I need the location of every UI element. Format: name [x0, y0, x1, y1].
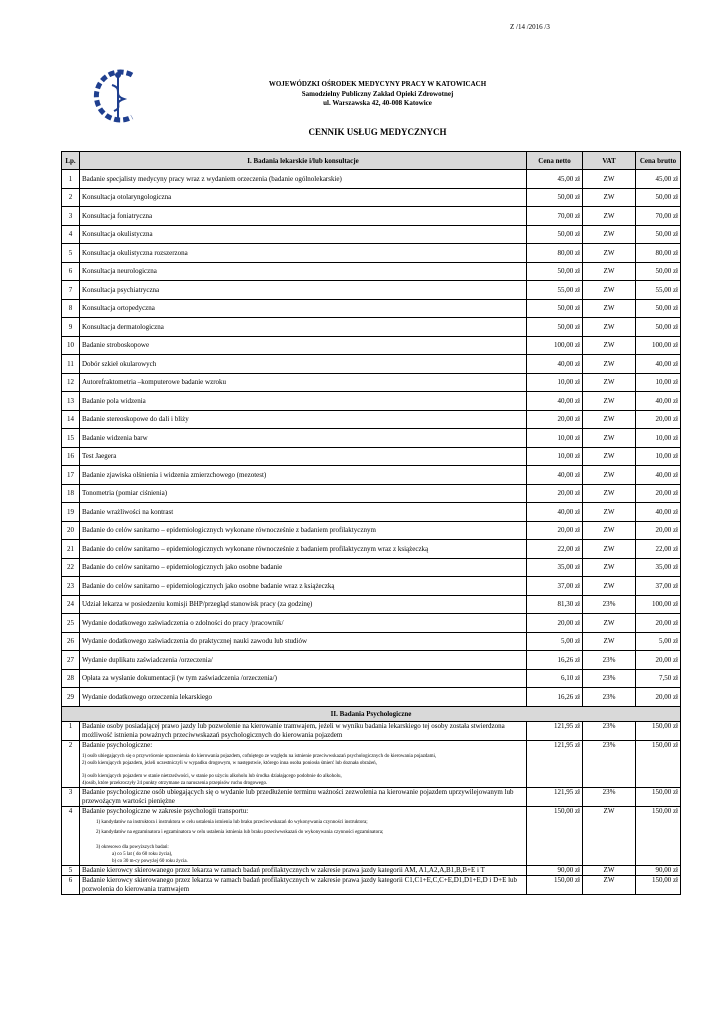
row-brutto: 10,00 zł — [636, 447, 681, 466]
table-row — [62, 429, 681, 448]
section-2-rows — [62, 706, 681, 894]
row-brutto: 20,00 zł — [636, 484, 681, 503]
row-lp: 20 — [62, 521, 80, 540]
row-vat: ZW — [583, 207, 636, 226]
row-vat: ZW — [583, 577, 636, 596]
row-brutto: 20,00 zł — [636, 614, 681, 633]
table-row — [62, 806, 681, 865]
row-brutto: 37,00 zł — [636, 577, 681, 596]
row-brutto: 10,00 zł — [636, 429, 681, 448]
table-row — [62, 373, 681, 392]
row-brutto: 50,00 zł — [636, 299, 681, 318]
table-row — [62, 466, 681, 485]
row-vat: 23% — [583, 740, 636, 787]
table-row — [62, 669, 681, 688]
row-item: 3) osób kierujących pojazdem w stanie nietrzeźwości, w stanie po użyciu alkoholu lub środka działającego podobnie do alkoholu, — [82, 773, 342, 779]
row-brutto: 20,00 zł — [636, 410, 681, 429]
row-netto: 81,30 zł — [527, 595, 583, 614]
table-row — [62, 262, 681, 281]
row-vat: ZW — [583, 262, 636, 281]
row-vat: ZW — [583, 410, 636, 429]
row-brutto: 150,00 zł — [636, 787, 681, 806]
row-vat: ZW — [583, 558, 636, 577]
row-name: Badanie kierowcy skierowanego przez lekarza w ramach badań profilaktycznych w zakresie prawa jazdy kategorii C1,C1+E,C,C+E,D1,D1+E,D i D+E lub pozwolenia do kierowania tramwajem — [80, 875, 527, 894]
header-line-3: ul. Warszawska 42, 40-008 Katowice — [323, 99, 432, 107]
row-lp: 19 — [62, 503, 80, 522]
row-lp: 6 — [62, 262, 80, 281]
row-name: Badanie osoby posiadającej prawo jazdy lub pozwolenie na kierowanie tramwajem, jeżeli w wyniku badania lekarskiego tej osoby została stwierdzona możliwość istnienia poważnych przeciwwskazań psychologicznych do kierowania pojazdem — [80, 721, 527, 740]
row-brutto: 50,00 zł — [636, 225, 681, 244]
row-brutto: 150,00 zł — [636, 875, 681, 894]
row-netto: 70,00 zł — [527, 207, 583, 226]
row-subitem: b) co 30 m-cy powyżej 60 roku życia. — [112, 858, 188, 864]
row-lp: 28 — [62, 669, 80, 688]
row-vat: ZW — [583, 484, 636, 503]
table-row — [62, 318, 681, 337]
row-brutto: 80,00 zł — [636, 244, 681, 263]
row-name: Badanie do celów sanitarno – epidemiologicznych jako osobne badanie — [80, 558, 527, 577]
row-netto: 121,95 zł — [527, 721, 583, 740]
table-row — [62, 410, 681, 429]
row-vat: 23% — [583, 595, 636, 614]
row-name: Opłata za wysłanie dokumentacji (w tym zaświadczenia /orzeczenia/) — [80, 669, 527, 688]
table-row — [62, 540, 681, 559]
row-netto: 40,00 zł — [527, 466, 583, 485]
table-row — [62, 875, 681, 894]
row-name: Badanie stereoskopowe do dali i bliży — [80, 410, 527, 429]
row-lp: 5 — [62, 865, 80, 875]
row-netto: 80,00 zł — [527, 244, 583, 263]
row-name: Wydanie dodatkowego orzeczenia lekarskiego — [80, 688, 527, 707]
row-vat: ZW — [583, 503, 636, 522]
row-brutto: 70,00 zł — [636, 207, 681, 226]
row-name: Konsultacja psychiatryczna — [80, 281, 527, 300]
row-vat: 23% — [583, 651, 636, 670]
row-netto: 50,00 zł — [527, 188, 583, 207]
table-row — [62, 244, 681, 263]
row-brutto: 40,00 zł — [636, 355, 681, 374]
row-lp: 7 — [62, 281, 80, 300]
row-name: Badanie specjalisty medycyny pracy wraz z wydaniem orzeczenia (badanie ogólnolekarskie) — [80, 170, 527, 189]
row-vat: 23% — [583, 721, 636, 740]
row-lp: 13 — [62, 392, 80, 411]
row-name: Dobór szkieł okularowych — [80, 355, 527, 374]
row-name: Badanie do celów sanitarno – epidemiologicznych wykonane równocześnie z badaniem profilaktycznym — [80, 521, 527, 540]
table-row — [62, 614, 681, 633]
row-netto: 40,00 zł — [527, 355, 583, 374]
row-brutto: 90,00 zł — [636, 865, 681, 875]
row-name: Autorefraktometria –komputerowe badanie wzroku — [80, 373, 527, 392]
row-lp: 1 — [62, 170, 80, 189]
row-netto: 50,00 zł — [527, 225, 583, 244]
row-name-block — [80, 806, 527, 865]
institution-header — [0, 80, 725, 109]
row-brutto: 55,00 zł — [636, 281, 681, 300]
row-lp: 17 — [62, 466, 80, 485]
row-lp: 3 — [62, 787, 80, 806]
row-item: 1) osób ubiegających się o przywrócenie uprawnienia do kierowania pojazdem, cofniętego ze względu na istnienie przeciwwskazań psychologicznych do kierowania pojazdami, — [82, 753, 437, 759]
section-2-heading-row — [62, 706, 681, 721]
row-lp: 18 — [62, 484, 80, 503]
row-brutto: 20,00 zł — [636, 651, 681, 670]
table-row — [62, 632, 681, 651]
row-lp: 1 — [62, 721, 80, 740]
row-vat: ZW — [583, 318, 636, 337]
row-lp: 5 — [62, 244, 80, 263]
row-vat: 23% — [583, 688, 636, 707]
row-lp: 8 — [62, 299, 80, 318]
row-lp: 21 — [62, 540, 80, 559]
row-netto: 22,00 zł — [527, 540, 583, 559]
row-vat: ZW — [583, 429, 636, 448]
row-name: Badanie pola widzenia — [80, 392, 527, 411]
row-name: Badanie kierowcy skierowanego przez lekarza w ramach badań profilaktycznych w zakresie prawa jazdy kategorii AM, A1,A2,A,B1,B,B+E i T — [80, 865, 527, 875]
table-row — [62, 721, 681, 740]
table-row — [62, 392, 681, 411]
row-vat: 23% — [583, 787, 636, 806]
row-brutto: 50,00 zł — [636, 262, 681, 281]
row-netto: 6,10 zł — [527, 669, 583, 688]
document-reference: Z /14 /2016 /3 — [510, 23, 550, 31]
table-row — [62, 595, 681, 614]
row-name: Badanie stroboskopowe — [80, 336, 527, 355]
row-netto: 50,00 zł — [527, 299, 583, 318]
row-netto: 150,00 zł — [527, 806, 583, 865]
row-brutto: 5,00 zł — [636, 632, 681, 651]
row-brutto: 7,50 zł — [636, 669, 681, 688]
row-item: 2) kandydatów na egzaminatora i egzaminatora w celu ustalenia istnienia lub braku przeciwwskazań do wykonywania czynności egzaminatora; — [96, 829, 384, 835]
row-item: 1) kandydatów na instruktora i instruktora w celu ustalenia istnienia lub braku przeciwwskazań do wykonywania czynności instruktora; — [96, 819, 368, 825]
row-lp: 25 — [62, 614, 80, 633]
row-vat: ZW — [583, 299, 636, 318]
row-name: Konsultacja ortopedyczna — [80, 299, 527, 318]
row-netto: 50,00 zł — [527, 318, 583, 337]
table-row — [62, 787, 681, 806]
row-vat: ZW — [583, 336, 636, 355]
row-lp: 23 — [62, 577, 80, 596]
table-row — [62, 170, 681, 189]
row-netto: 100,00 zł — [527, 336, 583, 355]
row-item: 3) okresowo dla powyższych badań: — [96, 844, 169, 850]
row-brutto: 150,00 zł — [636, 806, 681, 865]
table-row — [62, 188, 681, 207]
row-netto: 55,00 zł — [527, 281, 583, 300]
row-vat: ZW — [583, 170, 636, 189]
table-row — [62, 447, 681, 466]
row-lp: 4 — [62, 225, 80, 244]
row-name: Test Jaegera — [80, 447, 527, 466]
section-1-heading: I. Badania lekarskie i/lub konsultacje — [80, 152, 527, 170]
column-vat: VAT — [583, 152, 636, 170]
row-netto: 35,00 zł — [527, 558, 583, 577]
table-row — [62, 281, 681, 300]
row-netto: 37,00 zł — [527, 577, 583, 596]
price-table — [61, 151, 681, 895]
row-lp: 12 — [62, 373, 80, 392]
column-netto: Cena netto — [527, 152, 583, 170]
row-name: Wydanie duplikatu zaświadczenia /orzeczenia/ — [80, 651, 527, 670]
header-line-2: Samodzielny Publiczny Zakład Opieki Zdrowotnej — [301, 89, 454, 98]
row-brutto: 150,00 zł — [636, 721, 681, 740]
row-vat: ZW — [583, 540, 636, 559]
row-vat: ZW — [583, 806, 636, 865]
table-row — [62, 503, 681, 522]
row-name: Wydanie dodatkowego zaświadczenia o zdolności do pracy /pracownik/ — [80, 614, 527, 633]
row-brutto: 20,00 zł — [636, 521, 681, 540]
row-lp: 26 — [62, 632, 80, 651]
section-2-heading: II. Badania Psychologiczne — [62, 706, 681, 721]
table-row — [62, 484, 681, 503]
row-brutto: 22,00 zł — [636, 540, 681, 559]
row-vat: ZW — [583, 188, 636, 207]
row-lp: 15 — [62, 429, 80, 448]
row-netto: 121,95 zł — [527, 787, 583, 806]
row-lp: 11 — [62, 355, 80, 374]
row-brutto: 40,00 zł — [636, 392, 681, 411]
row-brutto: 100,00 zł — [636, 336, 681, 355]
page-title: CENNIK USŁUG MEDYCZNYCH — [308, 127, 447, 137]
row-lp: 2 — [62, 188, 80, 207]
row-netto: 20,00 zł — [527, 614, 583, 633]
row-name: Konsultacja dermatologiczna — [80, 318, 527, 337]
row-netto: 5,00 zł — [527, 632, 583, 651]
column-brutto: Cena brutto — [636, 152, 681, 170]
row-vat: ZW — [583, 875, 636, 894]
table-row — [62, 865, 681, 875]
row-lp: 4 — [62, 806, 80, 865]
row-name: Badanie psychologiczne w zakresie psychologii transportu: — [82, 806, 249, 815]
row-netto: 10,00 zł — [527, 373, 583, 392]
row-name: Konsultacja foniatryczna — [80, 207, 527, 226]
row-brutto: 50,00 zł — [636, 318, 681, 337]
row-subitem: a) co 5 lat ( do 60 roku życia), — [112, 851, 173, 857]
row-vat: ZW — [583, 865, 636, 875]
row-item: 2) osób kierujących pojazdem, jeżeli uczestniczyli w wypadku drogowym, w następstwie, którego inna osoba poniosła śmierć lub doznała obrażeń, — [82, 760, 377, 766]
table-row — [62, 521, 681, 540]
row-vat: ZW — [583, 373, 636, 392]
row-name: Badanie wrażliwości na kontrast — [80, 503, 527, 522]
row-name: Badanie psychologiczne: — [82, 740, 153, 749]
header-line-1: WOJEWÓDZKI OŚRODEK MEDYCYNY PRACY W KATOWICACH — [268, 80, 487, 88]
row-netto: 20,00 zł — [527, 410, 583, 429]
row-name: Wydanie dodatkowego zaświadczenia do praktycznej nauki zawodu lub studiów — [80, 632, 527, 651]
row-vat: 23% — [583, 669, 636, 688]
row-brutto: 35,00 zł — [636, 558, 681, 577]
row-vat: ZW — [583, 447, 636, 466]
table-row — [62, 688, 681, 707]
row-netto: 50,00 zł — [527, 262, 583, 281]
row-brutto: 100,00 zł — [636, 595, 681, 614]
row-name: Badanie psychologiczne osób ubiegających się o wydanie lub przedłużenie terminu ważności zezwolenia na kierowanie pojazdem uprzywilejowanym lub przewożącym wartości pieniężne — [80, 787, 527, 806]
row-lp: 29 — [62, 688, 80, 707]
row-netto: 20,00 zł — [527, 521, 583, 540]
table-row — [62, 299, 681, 318]
row-lp: 14 — [62, 410, 80, 429]
row-lp: 3 — [62, 207, 80, 226]
row-brutto: 40,00 zł — [636, 466, 681, 485]
row-lp: 22 — [62, 558, 80, 577]
row-brutto: 40,00 zł — [636, 503, 681, 522]
row-name: Badanie zjawiska olśnienia i widzenia zmierzchowego (mezotest) — [80, 466, 527, 485]
table-row — [62, 355, 681, 374]
row-vat: ZW — [583, 466, 636, 485]
row-name: Badanie do celów sanitarno – epidemiologicznych wykonane równocześnie z badaniem profilaktycznym wraz z książeczką — [80, 540, 527, 559]
row-name: Tonometria (pomiar ciśnienia) — [80, 484, 527, 503]
row-lp: 6 — [62, 875, 80, 894]
row-vat: ZW — [583, 632, 636, 651]
row-name: Konsultacja neurologiczna — [80, 262, 527, 281]
row-brutto: 150,00 zł — [636, 740, 681, 787]
row-vat: ZW — [583, 225, 636, 244]
row-brutto: 45,00 zł — [636, 170, 681, 189]
table-row — [62, 558, 681, 577]
row-name: Udział lekarza w posiedzeniu komisji BHP/przegląd stanowisk pracy (za godzinę) — [80, 595, 527, 614]
row-vat: ZW — [583, 521, 636, 540]
row-netto: 20,00 zł — [527, 484, 583, 503]
row-vat: ZW — [583, 244, 636, 263]
column-lp: Lp. — [62, 152, 80, 170]
row-netto: 10,00 zł — [527, 447, 583, 466]
row-netto: 16,26 zł — [527, 688, 583, 707]
row-lp: 2 — [62, 740, 80, 787]
section-1-rows — [62, 170, 681, 707]
row-name: Konsultacja otolaryngologiczna — [80, 188, 527, 207]
row-vat: ZW — [583, 281, 636, 300]
row-netto: 45,00 zł — [527, 170, 583, 189]
row-name: Konsultacja okulistyczna rozszerzona — [80, 244, 527, 263]
row-brutto: 20,00 zł — [636, 688, 681, 707]
row-brutto: 50,00 zł — [636, 188, 681, 207]
table-row — [62, 651, 681, 670]
row-netto: 10,00 zł — [527, 429, 583, 448]
row-netto: 40,00 zł — [527, 503, 583, 522]
row-vat: ZW — [583, 614, 636, 633]
row-lp: 24 — [62, 595, 80, 614]
row-lp: 10 — [62, 336, 80, 355]
table-header-row — [62, 152, 681, 170]
row-netto: 150,00 zł — [527, 875, 583, 894]
table-row — [62, 207, 681, 226]
table-row — [62, 336, 681, 355]
row-name: Konsultacja okulistyczna — [80, 225, 527, 244]
row-item: 4)osób, które przekroczyły 24 punkty otrzymane za naruszenia przepisów ruchu drogowego. — [82, 780, 268, 786]
row-lp: 16 — [62, 447, 80, 466]
row-lp: 27 — [62, 651, 80, 670]
row-netto: 40,00 zł — [527, 392, 583, 411]
row-name: Badanie do celów sanitarno – epidemiologicznych jako osobne badanie wraz z książeczką — [80, 577, 527, 596]
row-vat: ZW — [583, 355, 636, 374]
row-netto: 90,00 zł — [527, 865, 583, 875]
row-netto: 16,26 zł — [527, 651, 583, 670]
row-brutto: 10,00 zł — [636, 373, 681, 392]
table-row — [62, 225, 681, 244]
row-vat: ZW — [583, 392, 636, 411]
table-row — [62, 740, 681, 787]
row-netto: 121,95 zł — [527, 740, 583, 787]
row-name: Badanie widzenia barw — [80, 429, 527, 448]
row-name-block — [80, 740, 527, 787]
row-lp: 9 — [62, 318, 80, 337]
table-row — [62, 577, 681, 596]
